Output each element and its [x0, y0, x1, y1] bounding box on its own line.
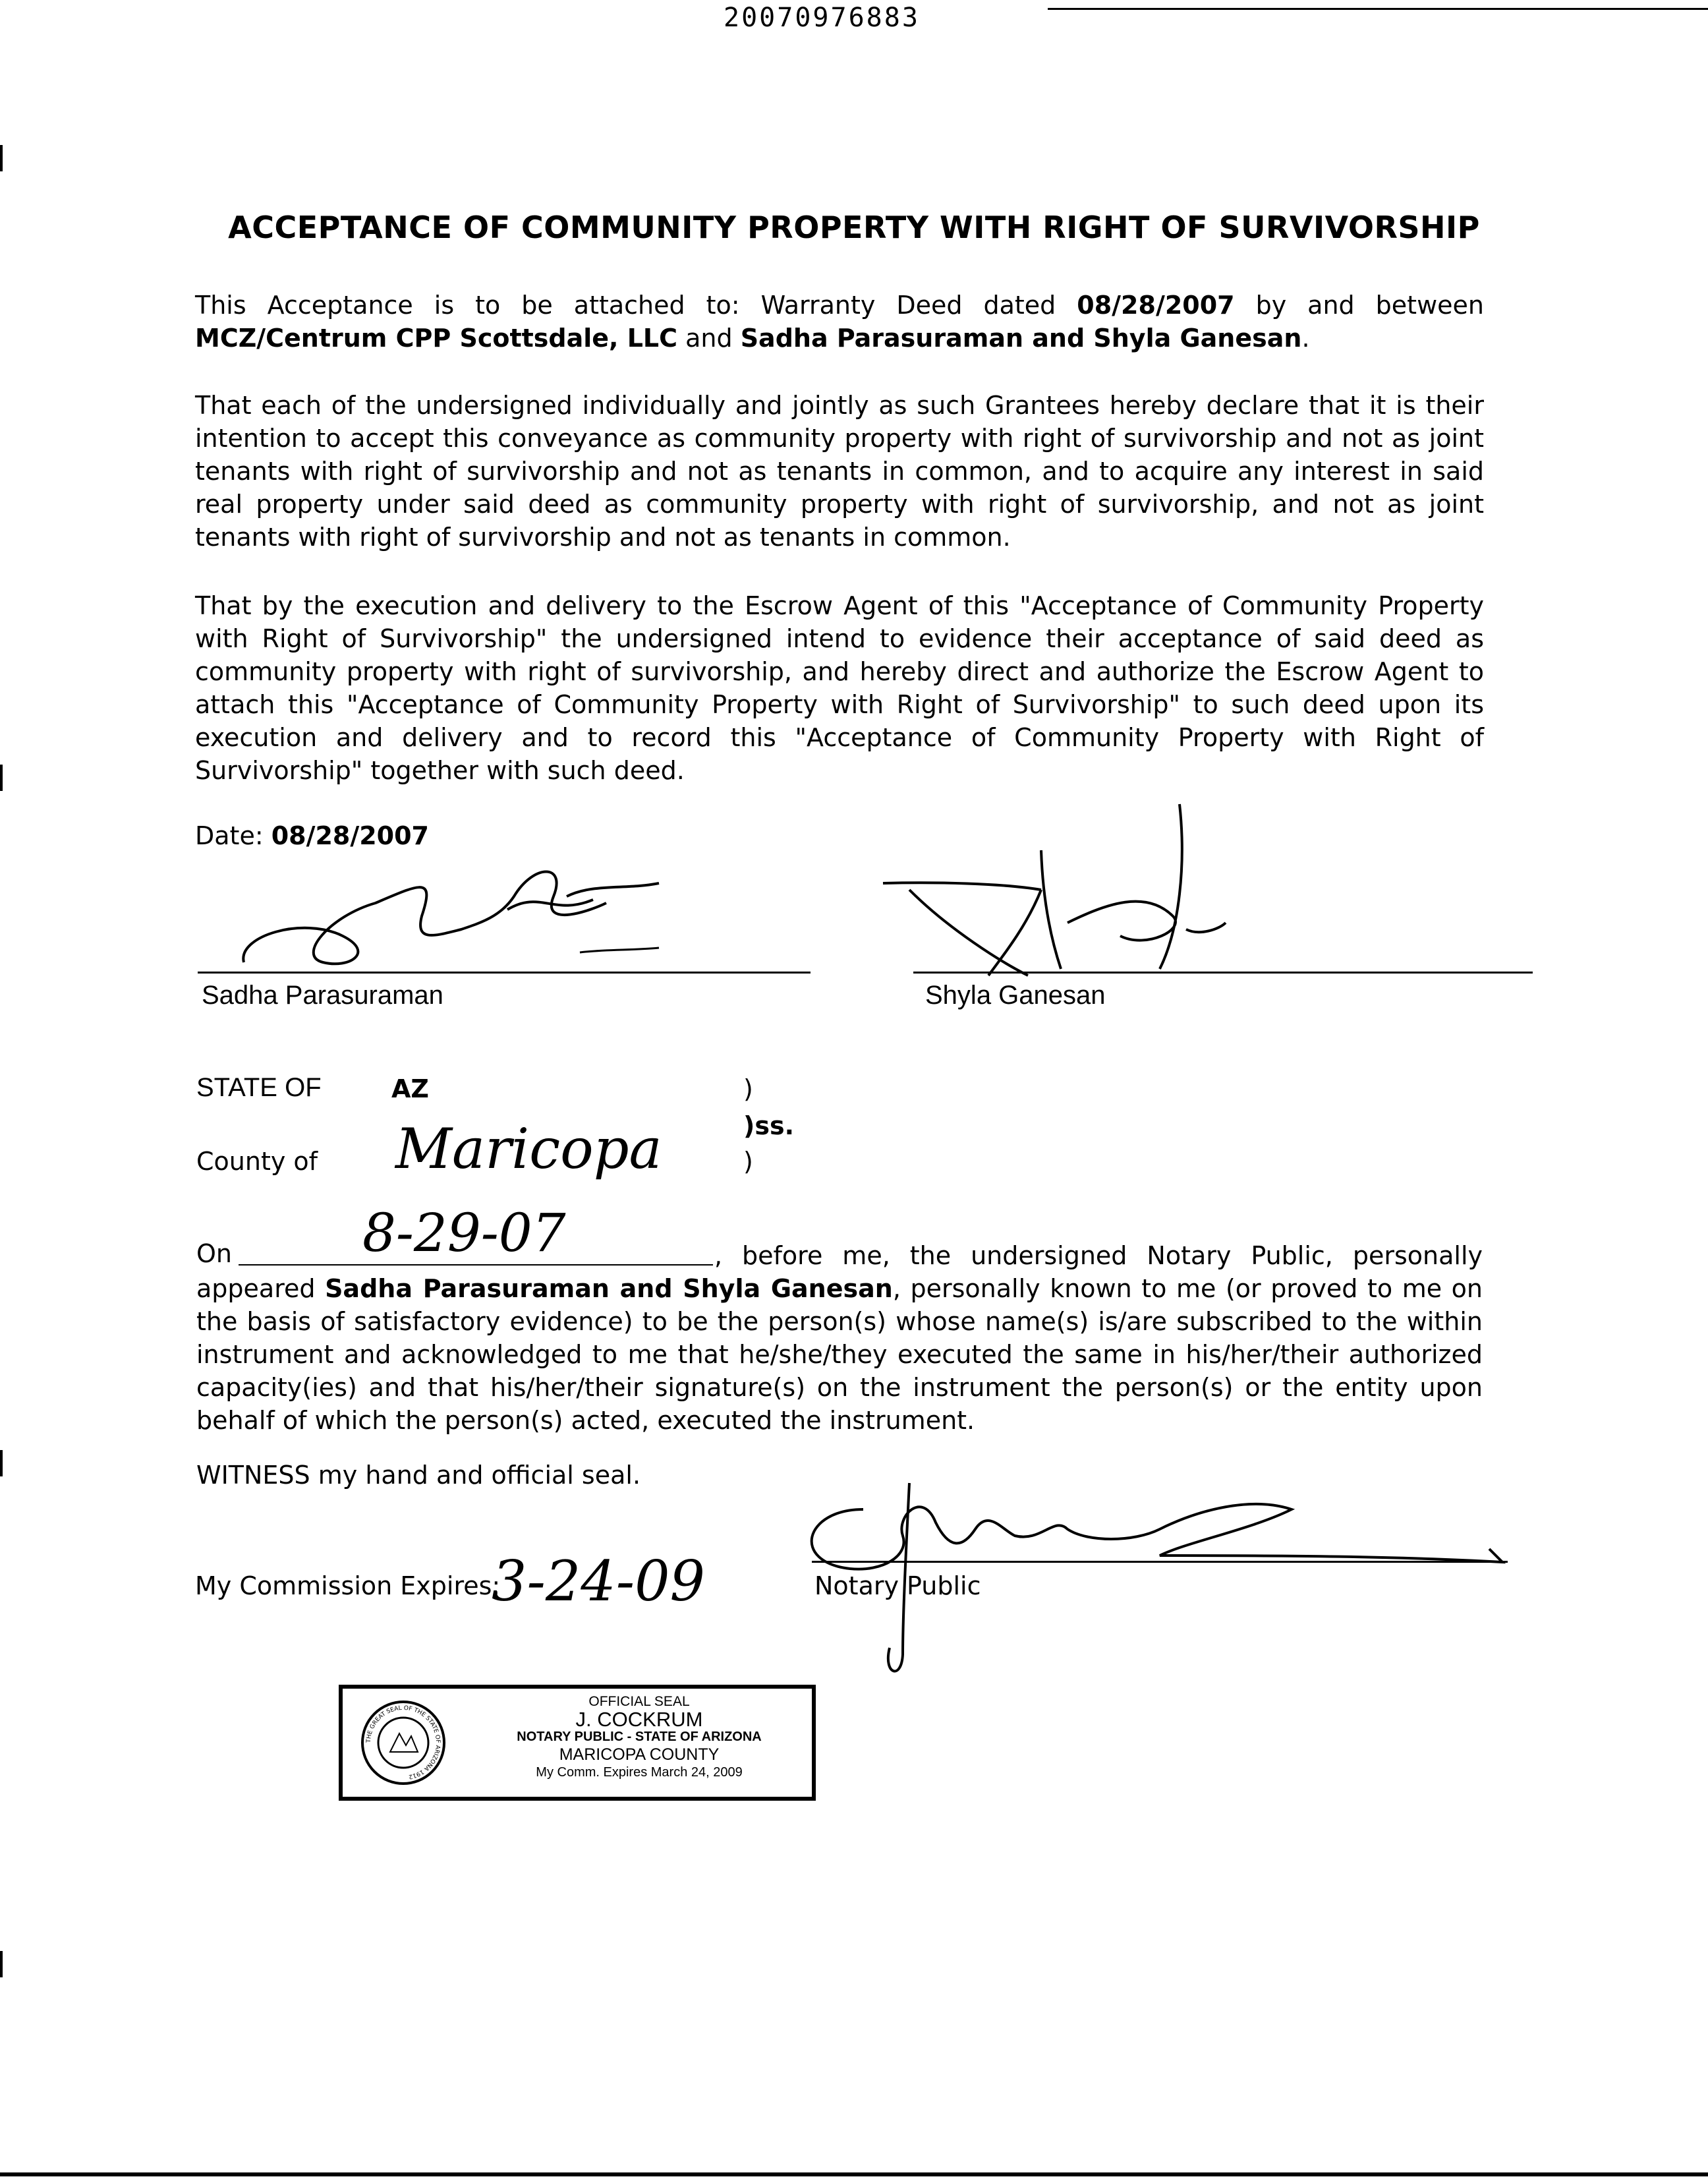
ack-paragraph — [196, 1239, 1483, 1437]
signature-line-sadha — [198, 972, 811, 974]
date-label: Date: — [195, 821, 271, 850]
signature-line-shyla — [913, 972, 1533, 974]
witness-text: WITNESS my hand and official seal. — [196, 1461, 641, 1490]
ack-names: Sadha Parasuraman and Shyla Ganesan — [325, 1274, 893, 1303]
state-seal-icon — [360, 1699, 447, 1786]
intro-text: This Acceptance is to be attached to: Warranty Deed dated — [195, 291, 1077, 320]
commission-line — [195, 1571, 500, 1600]
seal-line5: My Comm. Expires March 24, 2009 — [536, 1765, 743, 1780]
ack-text: , before me, the undersigned Notary Public, personally appeared — [196, 1241, 1483, 1303]
seal-line2: J. COCKRUM — [575, 1708, 703, 1731]
grantor-name: MCZ/Centrum CPP Scottsdale, LLC — [195, 324, 678, 353]
signer-name-shyla: Shyla Ganesan — [925, 981, 1106, 1010]
page-title: ACCEPTANCE OF COMMUNITY PROPERTY WITH RIGHT OF SURVIVORSHIP — [228, 210, 1480, 245]
scan-mark — [0, 765, 3, 791]
escrow-text: That by the execution and delivery to the Escrow Agent of this "Acceptance of Community Property with Right of Survivorship" the undersigned intend to evidence their acceptance of said deed as community property with right of survivorship, and hereby direct and authorize the Escrow Agent to attach this "Acceptance of Community Property with Right of Survivorship" to such deed upon its execution and delivery and to record this "Acceptance of Community Property with Right of Survivorship" together with such deed. — [195, 591, 1484, 785]
commission-label: My Commission Expires: — [195, 1571, 501, 1600]
signature-shyla — [870, 798, 1239, 989]
commission-expiry: 3-24-09 — [492, 1549, 705, 1614]
intro-text: . — [1301, 324, 1310, 353]
state-paren: ) — [743, 1074, 753, 1103]
scan-mark — [0, 145, 3, 171]
on-label: On — [196, 1239, 232, 1268]
date-value: 08/28/2007 — [271, 821, 429, 850]
signer-name-sadha: Sadha Parasuraman — [202, 981, 443, 1010]
notary-signature-line — [812, 1561, 1508, 1563]
top-rule — [1048, 8, 1708, 10]
seal-line1: OFFICIAL SEAL — [588, 1694, 690, 1709]
seal-line4: MARICOPA COUNTY — [559, 1745, 720, 1764]
declaration-paragraph — [195, 389, 1484, 554]
county-label: County of — [196, 1147, 318, 1176]
intro-text: and — [677, 324, 741, 353]
deed-date: 08/28/2007 — [1077, 291, 1235, 320]
notary-seal-stamp — [339, 1685, 816, 1801]
scan-mark — [0, 1450, 3, 1476]
bottom-rule — [0, 2172, 1708, 2176]
scan-mark — [0, 1951, 3, 1977]
ss-mark: )ss. — [743, 1111, 795, 1140]
seal-text — [468, 1693, 811, 1782]
seal-emblem-text: THE GREAT SEAL OF THE STATE OF ARIZONA 1912 — [365, 1704, 441, 1780]
declaration-text: That each of the undersigned individually and jointly as such Grantees hereby declare that it is their intention to accept this conveyance as community property with right of survivorship and not as joint tenants with right of survivorship and not as tenants in common, and to acquire any interest in said real property under said deed as community property with right of survivorship, and not as joint tenants with right of survivorship and not as tenants in common. — [195, 391, 1484, 552]
intro-text: by and between — [1234, 291, 1484, 320]
county-paren: ) — [743, 1147, 753, 1176]
escrow-paragraph — [195, 589, 1484, 787]
grantee-names: Sadha Parasuraman and Shyla Ganesan — [740, 324, 1302, 353]
document-number: 20070976883 — [724, 3, 920, 33]
county-value: Maricopa — [395, 1117, 662, 1181]
state-value: AZ — [391, 1074, 429, 1103]
signature-sadha — [224, 837, 725, 982]
ack-date: 8-29-07 — [362, 1202, 566, 1264]
state-label: STATE OF — [196, 1073, 322, 1102]
seal-line3: NOTARY PUBLIC - STATE OF ARIZONA — [517, 1730, 762, 1744]
ack-text: , personally known to me (or proved to me on the basis of satisfactory evidence) to be the person(s) whose name(s) is/are subscribed to the within instrument and acknowledged to me that he/she/they executed the same in his/her/their authorized capacity(ies) and that his/her/their signature(s) on the instrument the person(s) or the entity upon behalf of which the person(s) acted, executed the instrument. — [196, 1274, 1483, 1435]
intro-paragraph — [195, 289, 1484, 355]
notary-label: Notary Public — [814, 1571, 981, 1600]
